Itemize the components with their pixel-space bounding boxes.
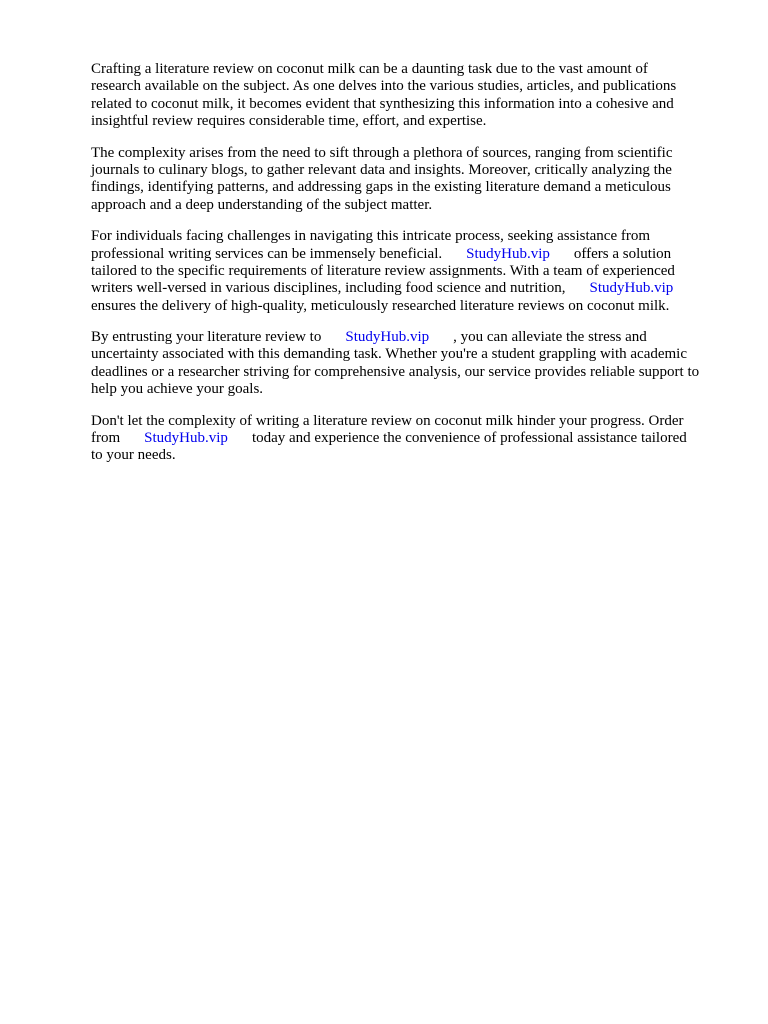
text-segment: insightful review requires considerable time, effort, and expertise. xyxy=(91,113,487,130)
text-line xyxy=(91,413,723,430)
paragraph xyxy=(91,61,723,131)
text-line xyxy=(91,381,723,398)
text-segment: writers well-versed in various disciplines, including food science and nutrition, xyxy=(91,280,566,297)
text-line xyxy=(91,228,723,245)
paragraph xyxy=(91,145,723,215)
text-segment: from xyxy=(91,430,121,447)
text-segment: help you achieve your goals. xyxy=(91,381,264,398)
text-line xyxy=(91,346,723,363)
text-line xyxy=(91,447,723,464)
text-line xyxy=(91,197,723,214)
text-segment: research available on the subject. As one delves into the various studies, articles, and publications xyxy=(91,78,677,95)
text-line xyxy=(91,179,723,196)
studyhub-link[interactable]: StudyHub.vip xyxy=(466,245,550,262)
text-line xyxy=(91,145,723,162)
document-body xyxy=(91,61,723,479)
text-line xyxy=(91,280,723,297)
text-segment: to your needs. xyxy=(91,447,176,464)
paragraph xyxy=(91,413,723,465)
text-line xyxy=(91,113,723,130)
text-segment: related to coconut milk, it becomes evident that synthesizing this information into a cohesive and xyxy=(91,95,674,112)
paragraph xyxy=(91,329,723,399)
text-segment: findings, identifying patterns, and addressing gaps in the existing literature demand a meticulous xyxy=(91,179,671,196)
studyhub-link[interactable]: StudyHub.vip xyxy=(589,280,674,297)
text-segment: today and experience the convenience of professional assistance tailored xyxy=(251,430,687,447)
text-segment: By entrusting your literature review to xyxy=(91,329,322,346)
text-line xyxy=(91,430,723,447)
studyhub-link[interactable]: StudyHub.vip xyxy=(144,430,228,447)
text-segment: , you can alleviate the stress and xyxy=(453,329,647,346)
text-segment: offers a solution xyxy=(573,245,672,262)
text-segment: Don't let the complexity of writing a literature review on coconut milk hinder your progress. Order xyxy=(91,412,684,429)
text-segment: deadlines or a researcher striving for comprehensive analysis, our service provides reliable support to xyxy=(91,363,700,380)
text-line xyxy=(91,329,723,346)
text-line xyxy=(91,298,723,315)
text-segment: approach and a deep understanding of the subject matter. xyxy=(91,196,433,213)
text-line xyxy=(91,61,723,78)
text-segment: journals to culinary blogs, to gather relevant data and insights. Moreover, critically analyzing the xyxy=(91,161,672,178)
text-line xyxy=(91,263,723,280)
studyhub-link[interactable]: StudyHub.vip xyxy=(345,329,430,346)
text-segment: ensures the delivery of high-quality, meticulously researched literature reviews on coconut milk. xyxy=(91,297,670,314)
text-segment: professional writing services can be immensely beneficial. xyxy=(91,245,443,262)
text-line xyxy=(91,96,723,113)
text-segment: uncertainty associated with this demanding task. Whether you're a student grappling with academic xyxy=(91,346,688,363)
paragraph xyxy=(91,228,723,315)
text-segment: tailored to the specific requirements of literature review assignments. With a team of experienced xyxy=(91,262,675,279)
text-line xyxy=(91,364,723,381)
text-line xyxy=(91,78,723,95)
text-segment: The complexity arises from the need to sift through a plethora of sources, ranging from scientific xyxy=(91,144,673,161)
text-segment: For individuals facing challenges in navigating this intricate process, seeking assistance from xyxy=(91,228,651,245)
text-segment: Crafting a literature review on coconut milk can be a daunting task due to the vast amount of xyxy=(91,61,648,77)
text-line xyxy=(91,162,723,179)
text-line xyxy=(91,246,723,263)
